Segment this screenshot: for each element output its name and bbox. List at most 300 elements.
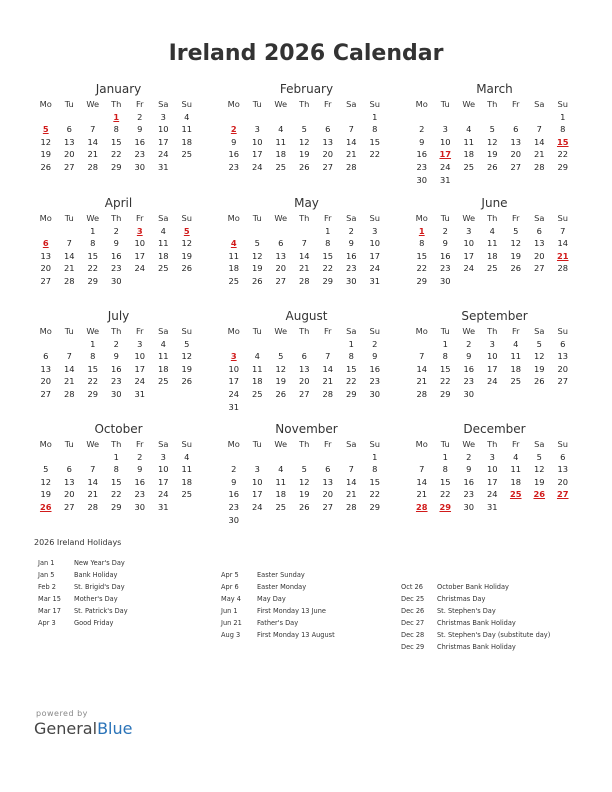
day: 9 (442, 238, 448, 249)
weekday-header: Fr (135, 213, 144, 223)
day: 15 (369, 136, 381, 147)
day: 14 (322, 363, 334, 374)
day: 13 (557, 464, 569, 475)
weekday-header: We (274, 213, 288, 223)
day: 6 (325, 464, 331, 475)
holiday-day: 5 (42, 124, 49, 135)
day: 14 (298, 250, 310, 261)
day: 19 (181, 363, 193, 374)
day: 15 (416, 250, 428, 261)
holiday-name: Father's Day (257, 619, 299, 627)
weekday-header: Sa (534, 439, 545, 449)
day: 17 (251, 489, 263, 500)
empty-day (34, 338, 58, 351)
day: 22 (110, 149, 122, 160)
day: 15 (345, 363, 357, 374)
day: 21 (533, 149, 545, 160)
weekday-header: We (274, 326, 288, 336)
weekday-header: Tu (440, 99, 450, 109)
holiday-row (221, 617, 411, 629)
day: 16 (110, 250, 122, 261)
day: 23 (439, 263, 451, 274)
day: 9 (137, 464, 143, 475)
month-days-grid (222, 98, 387, 174)
day: 28 (63, 275, 75, 286)
holiday-day: 21 (556, 250, 569, 261)
day: 24 (486, 376, 498, 387)
day: 28 (322, 388, 334, 399)
weekday-header: Mo (227, 439, 240, 449)
day: 24 (251, 501, 263, 512)
day: 13 (63, 136, 75, 147)
day: 20 (63, 489, 75, 500)
day: 20 (510, 149, 522, 160)
weekday-header: Mo (415, 326, 428, 336)
day: 17 (134, 363, 146, 374)
day: 28 (87, 161, 99, 172)
day: 10 (228, 363, 240, 374)
day: 20 (298, 376, 310, 387)
empty-day (222, 338, 246, 351)
holiday-date: May 4 (221, 595, 241, 603)
day: 3 (466, 225, 472, 236)
empty-day (222, 451, 246, 464)
holiday-day: 2 (230, 124, 237, 135)
day: 30 (369, 388, 381, 399)
weekday-header: Sa (158, 99, 169, 109)
day: 27 (557, 376, 569, 387)
day: 10 (463, 238, 475, 249)
holiday-row (401, 605, 591, 617)
holiday-name: Bank Holiday (74, 571, 118, 579)
day: 21 (87, 149, 99, 160)
day: 2 (466, 338, 472, 349)
day: 15 (110, 476, 122, 487)
day: 1 (325, 225, 331, 236)
day: 18 (510, 363, 522, 374)
day: 13 (298, 363, 310, 374)
day: 18 (463, 149, 475, 160)
day: 18 (181, 136, 193, 147)
day: 9 (348, 238, 354, 249)
day: 27 (275, 275, 287, 286)
weekday-header: Th (299, 213, 310, 223)
day: 1 (348, 338, 354, 349)
day: 29 (557, 161, 569, 172)
day: 30 (416, 174, 428, 185)
day: 20 (322, 489, 334, 500)
empty-day (246, 225, 270, 238)
weekday-header: Su (181, 213, 193, 223)
day: 21 (87, 489, 99, 500)
day: 16 (463, 476, 475, 487)
brand-logo[interactable] (34, 719, 132, 738)
weekday-header: Fr (135, 99, 144, 109)
day: 24 (439, 161, 451, 172)
day: 26 (298, 501, 310, 512)
day: 25 (463, 161, 475, 172)
day: 6 (560, 338, 566, 349)
holiday-date: Mar 17 (38, 607, 61, 615)
empty-day (58, 225, 82, 238)
month-september (410, 309, 575, 401)
holiday-name: Christmas Bank Holiday (437, 643, 516, 651)
weekday-header: Tu (64, 326, 74, 336)
day: 5 (536, 451, 542, 462)
weekday-header: Th (299, 439, 310, 449)
day: 5 (184, 338, 190, 349)
weekday-header: Mo (227, 326, 240, 336)
day: 12 (486, 136, 498, 147)
empty-day (481, 111, 505, 124)
day: 27 (322, 501, 334, 512)
day: 31 (228, 401, 240, 412)
holiday-name: Easter Sunday (257, 571, 305, 579)
holiday-day: 28 (415, 501, 428, 512)
month-name: March (476, 82, 513, 96)
empty-day (293, 451, 317, 464)
day: 28 (345, 161, 357, 172)
weekday-header: Mo (39, 99, 52, 109)
day: 2 (231, 464, 237, 475)
month-march (410, 82, 575, 186)
day: 10 (157, 464, 169, 475)
day: 21 (345, 489, 357, 500)
month-name: June (481, 196, 508, 210)
weekday-header: Sa (158, 439, 169, 449)
day: 18 (486, 250, 498, 261)
empty-day (293, 225, 317, 238)
day: 25 (251, 388, 263, 399)
day: 24 (157, 149, 169, 160)
holiday-row (401, 629, 591, 641)
day: 25 (486, 263, 498, 274)
holiday-date: Dec 29 (401, 643, 425, 651)
day: 11 (228, 250, 240, 261)
day: 6 (560, 451, 566, 462)
day: 20 (40, 376, 52, 387)
day: 4 (184, 111, 190, 122)
day: 24 (228, 388, 240, 399)
day: 16 (416, 149, 428, 160)
day: 9 (419, 136, 425, 147)
day: 20 (63, 149, 75, 160)
holiday-date: Feb 2 (38, 583, 56, 591)
day: 11 (486, 238, 498, 249)
day: 14 (533, 136, 545, 147)
empty-day (410, 338, 434, 351)
day: 18 (275, 149, 287, 160)
month-name: April (104, 196, 133, 210)
holiday-row (221, 581, 411, 593)
weekday-header: We (462, 439, 476, 449)
day: 22 (369, 149, 381, 160)
weekday-header: Mo (415, 439, 428, 449)
month-may (222, 196, 387, 288)
weekday-header: Su (181, 99, 193, 109)
weekday-header: Su (557, 439, 569, 449)
holiday-date: Dec 26 (401, 607, 425, 615)
day: 10 (157, 124, 169, 135)
day: 22 (87, 263, 99, 274)
holiday-row (38, 593, 228, 605)
day: 24 (134, 263, 146, 274)
day: 4 (466, 124, 472, 135)
holiday-day: 6 (42, 238, 49, 249)
day: 2 (137, 111, 143, 122)
month-days-grid (410, 325, 575, 401)
empty-day (410, 451, 434, 464)
weekday-header: Fr (323, 326, 332, 336)
empty-day (434, 111, 458, 124)
day: 9 (231, 136, 237, 147)
holiday-date: Dec 25 (401, 595, 425, 603)
month-days-grid (410, 438, 575, 514)
month-name: May (294, 196, 319, 210)
day: 18 (251, 376, 263, 387)
month-january (34, 82, 199, 174)
day: 30 (228, 514, 240, 525)
day: 29 (87, 388, 99, 399)
weekday-header: Tu (252, 213, 262, 223)
empty-day (410, 111, 434, 124)
day: 12 (298, 136, 310, 147)
holiday-name: Christmas Bank Holiday (437, 619, 516, 627)
holiday-row (221, 629, 411, 641)
weekday-header: Mo (415, 213, 428, 223)
day: 6 (536, 225, 542, 236)
month-name: October (94, 422, 143, 436)
day: 22 (345, 376, 357, 387)
weekday-header: Th (487, 213, 498, 223)
weekday-header: Mo (227, 213, 240, 223)
holiday-date: Apr 3 (38, 619, 56, 627)
day: 8 (419, 238, 425, 249)
holiday-day: 26 (39, 501, 52, 512)
empty-day (58, 451, 82, 464)
day: 27 (63, 501, 75, 512)
month-name: July (107, 309, 130, 323)
day: 30 (110, 388, 122, 399)
day: 25 (181, 149, 193, 160)
day: 8 (325, 238, 331, 249)
day: 8 (113, 124, 119, 135)
brand-text-blue: Blue (97, 719, 133, 738)
month-days-grid (34, 325, 199, 401)
weekday-header: Th (111, 213, 122, 223)
day: 5 (43, 464, 49, 475)
day: 11 (157, 238, 169, 249)
day: 4 (184, 451, 190, 462)
day: 10 (439, 136, 451, 147)
day: 20 (322, 149, 334, 160)
day: 3 (489, 338, 495, 349)
day: 24 (369, 263, 381, 274)
holiday-day: 29 (439, 501, 452, 512)
weekday-header: Fr (511, 439, 520, 449)
empty-day (34, 451, 58, 464)
holiday-row (221, 569, 411, 581)
day: 23 (369, 376, 381, 387)
day: 11 (181, 464, 193, 475)
day: 7 (536, 124, 542, 135)
weekday-header: Su (369, 326, 381, 336)
day: 4 (160, 338, 166, 349)
day: 28 (416, 388, 428, 399)
day: 27 (40, 275, 52, 286)
day: 12 (275, 363, 287, 374)
weekday-header: We (86, 213, 100, 223)
day: 16 (463, 363, 475, 374)
day: 20 (557, 476, 569, 487)
day: 22 (322, 263, 334, 274)
holiday-row (38, 569, 228, 581)
day: 14 (557, 238, 569, 249)
month-july (34, 309, 199, 401)
day: 3 (254, 464, 260, 475)
holiday-date: Jan 1 (38, 559, 55, 567)
day: 13 (275, 250, 287, 261)
day: 27 (510, 161, 522, 172)
month-april (34, 196, 199, 288)
day: 17 (369, 250, 381, 261)
day: 13 (322, 136, 334, 147)
holiday-name: October Bank Holiday (437, 583, 509, 591)
weekday-header: Mo (39, 439, 52, 449)
holiday-name: Mother's Day (74, 595, 118, 603)
day: 10 (486, 351, 498, 362)
weekday-header: We (274, 439, 288, 449)
day: 16 (134, 136, 146, 147)
holiday-row (38, 605, 228, 617)
weekday-header: We (86, 326, 100, 336)
holiday-row (221, 605, 411, 617)
holiday-date: Mar 15 (38, 595, 61, 603)
day: 8 (560, 124, 566, 135)
month-days-grid (222, 212, 387, 288)
day: 15 (439, 476, 451, 487)
day: 7 (66, 238, 72, 249)
holiday-day: 15 (556, 136, 569, 147)
holiday-date: Dec 28 (401, 631, 425, 639)
day: 25 (275, 501, 287, 512)
day: 26 (40, 161, 52, 172)
weekday-header: Mo (39, 213, 52, 223)
month-days-grid (410, 212, 575, 288)
day: 8 (442, 351, 448, 362)
day: 8 (348, 351, 354, 362)
weekday-header: We (462, 213, 476, 223)
day: 18 (275, 489, 287, 500)
empty-day (340, 111, 364, 124)
weekday-header: Tu (64, 99, 74, 109)
day: 23 (463, 489, 475, 500)
empty-day (81, 111, 105, 124)
weekday-header: Mo (39, 326, 52, 336)
day: 29 (345, 388, 357, 399)
month-days-grid (34, 212, 199, 288)
empty-day (340, 451, 364, 464)
holiday-column (38, 557, 228, 629)
weekday-header: Sa (158, 213, 169, 223)
day: 8 (372, 124, 378, 135)
day: 5 (536, 338, 542, 349)
day: 22 (439, 489, 451, 500)
day: 1 (560, 111, 566, 122)
holiday-day: 3 (230, 351, 237, 362)
day: 2 (113, 338, 119, 349)
day: 27 (63, 161, 75, 172)
weekday-header: Su (557, 213, 569, 223)
weekday-header: Sa (346, 213, 357, 223)
month-days-grid (222, 325, 387, 413)
month-november (222, 422, 387, 526)
day: 29 (110, 501, 122, 512)
empty-day (81, 451, 105, 464)
day: 4 (254, 351, 260, 362)
day: 17 (486, 476, 498, 487)
day: 11 (510, 351, 522, 362)
day: 19 (298, 149, 310, 160)
day: 4 (160, 225, 166, 236)
day: 19 (298, 489, 310, 500)
day: 20 (40, 263, 52, 274)
day: 28 (557, 263, 569, 274)
day: 15 (87, 363, 99, 374)
weekday-header: Tu (440, 326, 450, 336)
empty-day (316, 338, 340, 351)
day: 14 (87, 476, 99, 487)
day: 4 (489, 225, 495, 236)
month-february (222, 82, 387, 174)
day: 13 (40, 250, 52, 261)
day: 12 (40, 476, 52, 487)
day: 7 (560, 225, 566, 236)
empty-day (504, 111, 528, 124)
day: 26 (486, 161, 498, 172)
day: 19 (533, 363, 545, 374)
day: 8 (113, 464, 119, 475)
holiday-name: Easter Monday (257, 583, 307, 591)
day: 11 (275, 476, 287, 487)
month-name: January (95, 82, 142, 96)
day: 4 (513, 338, 519, 349)
day: 1 (113, 451, 119, 462)
day: 6 (43, 351, 49, 362)
day: 28 (87, 501, 99, 512)
day: 25 (157, 376, 169, 387)
day: 19 (251, 263, 263, 274)
day: 30 (110, 275, 122, 286)
month-june (410, 196, 575, 288)
weekday-header: Tu (252, 99, 262, 109)
weekday-header: Tu (440, 439, 450, 449)
empty-day (457, 111, 481, 124)
day: 3 (254, 124, 260, 135)
day: 13 (322, 476, 334, 487)
day: 22 (439, 376, 451, 387)
day: 12 (181, 238, 193, 249)
day: 7 (66, 351, 72, 362)
day: 6 (325, 124, 331, 135)
day: 12 (298, 476, 310, 487)
weekday-header: Th (299, 326, 310, 336)
day: 16 (228, 149, 240, 160)
day: 12 (533, 351, 545, 362)
weekday-header: We (274, 99, 288, 109)
month-days-grid (34, 438, 199, 514)
day: 7 (301, 238, 307, 249)
